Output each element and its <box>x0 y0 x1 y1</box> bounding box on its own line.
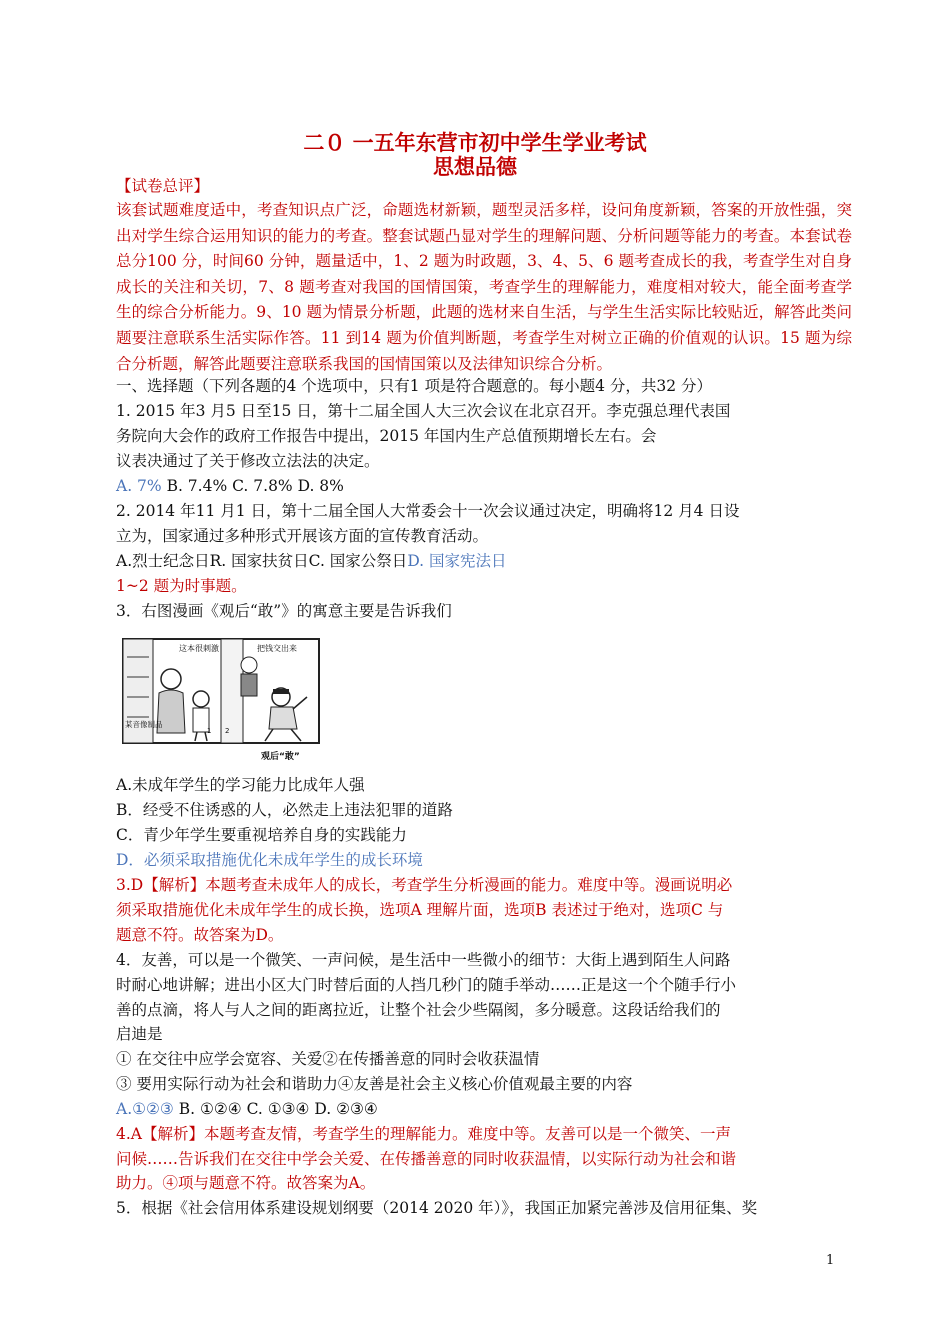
q4-line-3: 善的点滴，将人与人之间的距离拉近，让整个社会少些隔阂，多分暖意。这段话给我们的 <box>116 1001 721 1019</box>
cartoon-image <box>121 637 321 765</box>
q2-line-2: 立为，国家通过多种形式开展该方面的宣传教育活动。 <box>116 527 489 545</box>
q4-line-4: 启迪是 <box>116 1025 163 1043</box>
q1-line-3: 议表决通过了关于修改立法法的决定。 <box>116 452 380 470</box>
q4-answer: A.①②③ <box>116 1100 174 1118</box>
q4-analysis-1: 4.A【解析】本题考查友情，考查学生的理解能力。难度中等。友善可以是一个微笑、一声 <box>116 1125 731 1143</box>
section-heading: 一、选择题（下列各题的4 个选项中，只有1 项是符合题意的。每小题4 分，共32 分） <box>116 377 713 395</box>
title-line-1: 二０ 一五年东营市初中学生学业考试 <box>303 131 647 155</box>
q5-line-1: 5．根据《社会信用体系建设规划纲要（2014 2020 年）》，我国正加紧完善涉及信用征集、奖 <box>116 1199 758 1217</box>
q2-note: 1~2 题为时事题。 <box>116 577 247 595</box>
q4-other-options: B. ①②④ C. ①③④ D. ②③④ <box>173 1100 378 1118</box>
q2-line-1: 2. 2014 年11 月1 日，第十二届全国人大常委会十一次会议通过决定，明确将12 月4 日设 <box>116 502 740 520</box>
q3-option-c: C．青少年学生要重视培养自身的实践能力 <box>116 826 407 844</box>
cartoon-panel-2-number: 2 <box>225 727 230 735</box>
q4-item-2: ③ 要用实际行动为社会和谐助力④友善是社会主义核心价值观最主要的内容 <box>116 1075 633 1093</box>
q4-analysis-2: 问候……告诉我们在交往中学会关爱、在传播善意的同时收获温情，以实际行动为社会和谐 <box>116 1150 737 1168</box>
q3-option-a: A.未成年学生的学习能力比成年人强 <box>116 776 365 794</box>
page-number: 1 <box>826 1253 835 1268</box>
cartoon-bubble-1: 这本很刺激 <box>179 644 219 653</box>
q4-item-1: ① 在交往中应学会宽容、关爱②在传播善意的同时会收获温情 <box>116 1050 540 1068</box>
cartoon-caption: 观后“敢” <box>261 752 300 762</box>
title-line-2: 思想品德 <box>433 155 517 179</box>
q1-line-1: 1. 2015 年3 月5 日至15 日，第十二届全国人大三次会议在北京召开。李克强总理代表国 <box>116 402 731 420</box>
cartoon-panel-1-number: 1 <box>207 727 212 735</box>
q3-analysis-2: 须采取措施优化未成年学生的成长换，选项A 理解片面，选项B 表述过于绝对，选项C 与 <box>116 901 724 919</box>
q1-line-2: 务院向大会作的政府工作报告中提出，2015 年国内生产总值预期增长左右。会 <box>116 427 657 445</box>
review-heading: 【试卷总评】 <box>116 177 210 195</box>
q2-answer: D. 国家宪法日 <box>407 552 507 570</box>
q3-analysis-3: 题意不符。故答案为D。 <box>116 926 284 944</box>
review-text: 该套试题难度适中，考查知识点广泛，命题选材新颖，题型灵活多样，设问角度新颖，答案的开放性强，突出对学生综合运用知识的能力的考查。整套试题凸显对学生的理解问题、分析问题等能力的考查。本套试卷总分100 分，时间60 分钟，题量适中，1、2 题为时政题，3、4、5、6 题考查成长的我，考查学生对自身成长的关注和关切，7、8 题考查对我国的国情国策，考查学生的理解能力，难度相对较大，能全面考查学生的综合分析能力。9、10 题为情景分析题，此题的选材来自生活，与学生生活实际比较贴近，解答此类问题要注意联系生活实际作答。11 到14 题为价值判断题，考查学生对树立正确的价值观的认识。15 题为综合分析题，解答此题要注意联系我国的国情国策以及法律知识综合分析。 <box>116 201 852 373</box>
q4-line-1: 4．友善，可以是一个微笑、一声问候，是生活中一些微小的细节：大街上遇到陌生人问路 <box>116 951 731 969</box>
q4-line-2: 时耐心地讲解；进出小区大门时替后面的人挡几秒门的随手举动……正是这一个个随手行小 <box>116 976 737 994</box>
q3-option-d: D．必须采取措施优化未成年学生的成长环境 <box>116 851 423 869</box>
q2-options <box>116 549 507 574</box>
q4-options <box>116 1097 378 1122</box>
q3-stem: 3．右图漫画《观后“敢”》的寓意主要是告诉我们 <box>116 602 452 620</box>
q2-other-options: A.烈士纪念日R. 国家扶贫日C. 国家公祭日 <box>116 552 408 570</box>
cartoon-bubble-2: 把钱交出来 <box>257 644 297 653</box>
q1-options <box>116 474 344 499</box>
q4-analysis-3: 助力。④项与题意不符。故答案为A。 <box>116 1174 376 1192</box>
q3-analysis-1: 3.D【解析】本题考查未成年人的成长，考查学生分析漫画的能力。难度中等。漫画说明必 <box>116 876 733 894</box>
q1-answer: A. 7% <box>116 477 162 495</box>
q1-other-options: B. 7.4% C. 7.8% D. 8% <box>161 477 344 495</box>
cartoon-shop-sign: 某音像制品 <box>125 720 163 729</box>
q3-option-b: B．经受不住诱惑的人，必然走上违法犯罪的道路 <box>116 801 453 819</box>
